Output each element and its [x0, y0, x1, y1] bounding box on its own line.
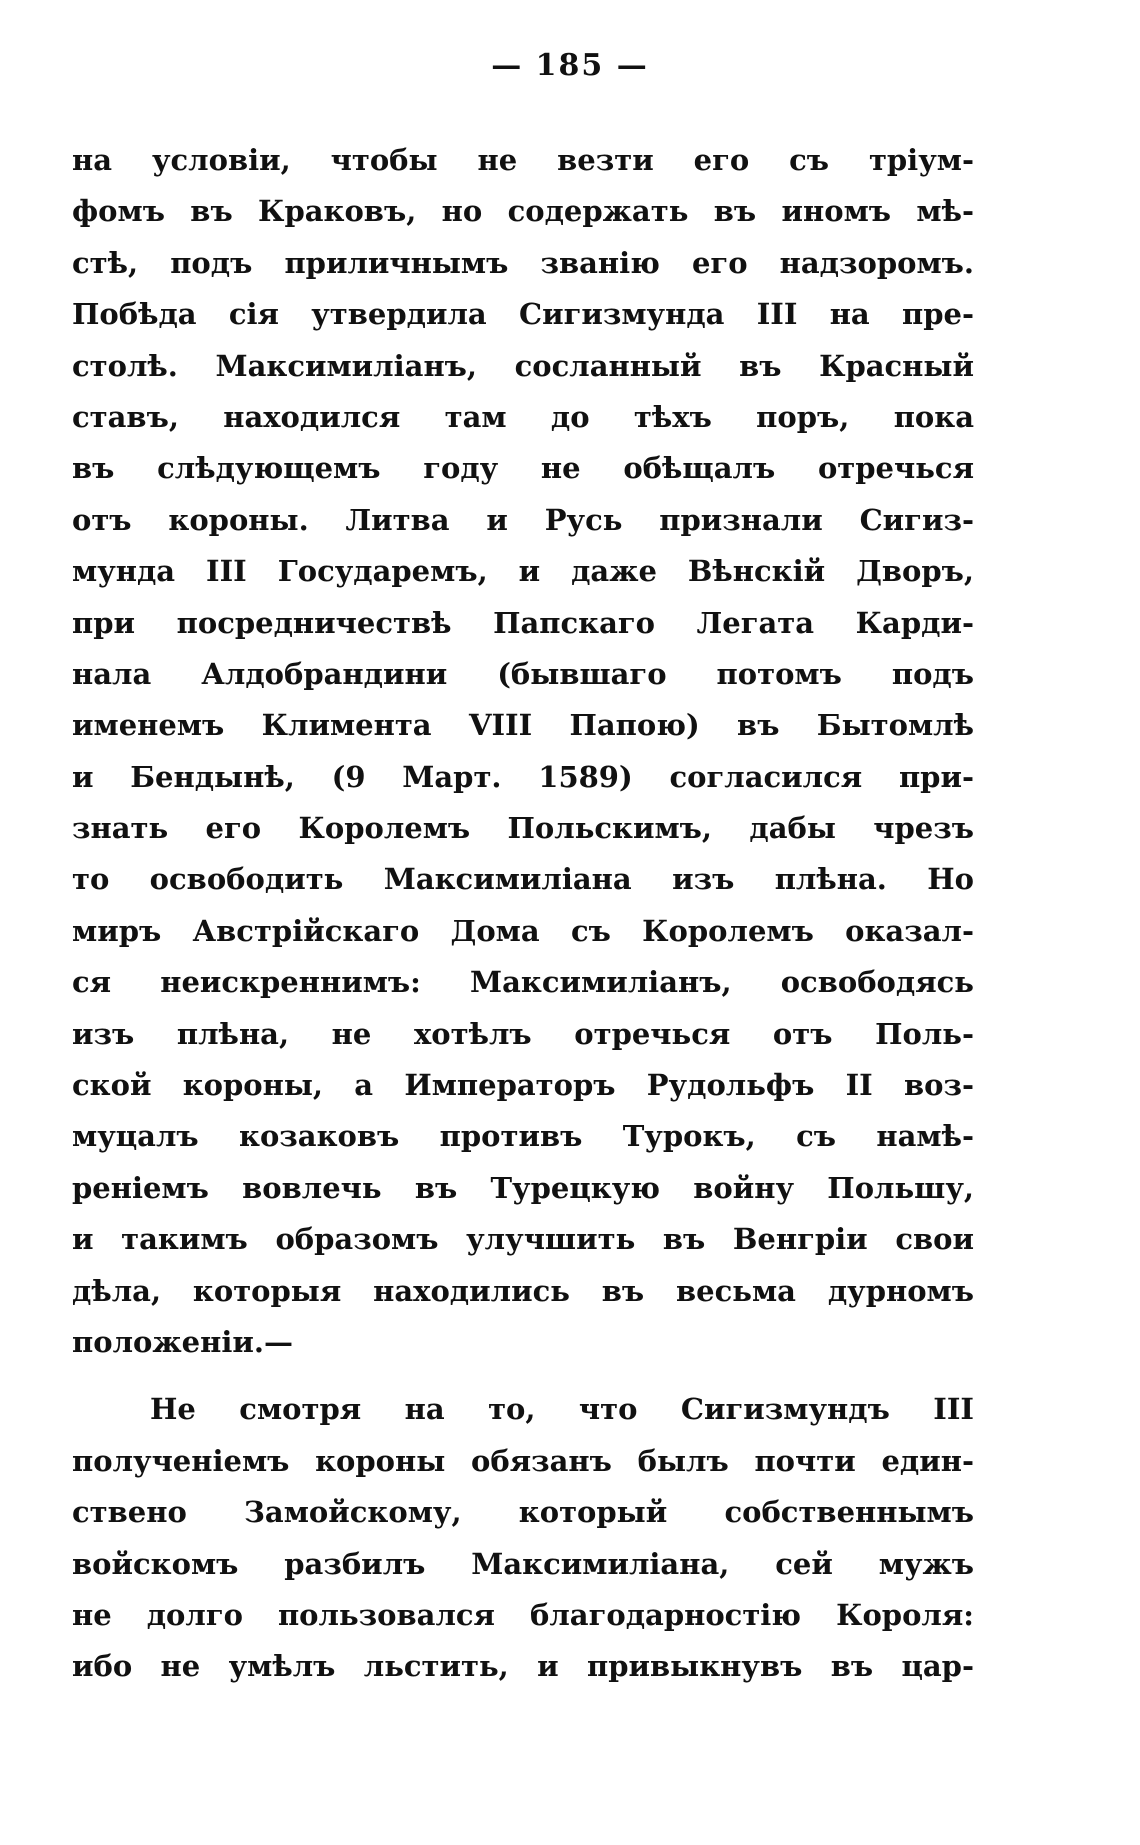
text-line: ской короны, а Императоръ Рудольфъ II воз- — [72, 1068, 974, 1103]
text-line: реніемъ вовлечь въ Турецкую войну Польшу, — [72, 1170, 974, 1205]
text-line: столѣ. Максимиліанъ, сосланный въ Красный — [72, 348, 974, 383]
text-line: Побѣда сія утвердила Сигизмунда III на пре- — [72, 297, 974, 332]
text-line: ствено Замойскому, который собственнымъ — [72, 1495, 974, 1530]
paragraph-2 — [72, 1384, 974, 1692]
text-line: отъ короны. Литва и Русь признали Сигиз- — [72, 502, 974, 537]
text-line: дѣла, которыя находились въ весьма дурномъ — [72, 1273, 974, 1308]
text-line: ставъ, находился там до тѣхъ поръ, пока — [72, 399, 974, 434]
text-line: ся неискреннимъ: Максимиліанъ, освободясь — [72, 965, 974, 1000]
text-line: полученіемъ короны обязанъ былъ почти един- — [72, 1443, 974, 1478]
text-line: въ слѣдующемъ году не обѣщалъ отречься — [72, 451, 974, 486]
text-line: стѣ, подъ приличнымъ званію его надзоромъ. — [72, 245, 974, 280]
text-line: войскомъ разбилъ Максимиліана, сей мужъ — [72, 1546, 974, 1581]
text-line: при посредничествѣ Папскаго Легата Карди- — [72, 605, 974, 640]
text-line: знать его Королемъ Польскимъ, дабы чрезъ — [72, 811, 974, 846]
text-line: изъ плѣна, не хотѣлъ отречься отъ Поль- — [72, 1016, 974, 1051]
page-number: — 185 — — [491, 48, 649, 83]
text-line: ибо не умѣлъ льстить, и привыкнувъ въ цар- — [72, 1649, 974, 1684]
text-line: на условіи, чтобы не везти его съ тріум- — [72, 143, 974, 177]
paragraph-gap — [72, 1368, 974, 1384]
text-line: миръ Австрійскаго Дома съ Королемъ оказал- — [72, 913, 974, 948]
body-text — [72, 135, 974, 1693]
text-line: нала Алдобрандини (бывшаго потомъ подъ — [72, 656, 974, 691]
text-line: фомъ въ Краковъ, но содержать въ иномъ мѣ- — [72, 194, 974, 229]
text-line: Не смотря на то, что Сигизмундъ III — [150, 1392, 974, 1427]
text-line: именемъ Климента VIII Папою) въ Бытомлѣ — [72, 708, 974, 743]
text-line: и Бендынѣ, (9 Март. 1589) согласился при- — [72, 759, 974, 794]
paragraph-1 — [72, 135, 974, 1368]
text-line: то освободить Максимиліана изъ плѣна. Но — [72, 862, 974, 897]
text-line: муцалъ козаковъ противъ Турокъ, съ намѣ- — [72, 1119, 974, 1154]
text-line: не долго пользовался благодарностію Короля: — [72, 1597, 974, 1632]
text-line: мунда III Государемъ, и даже Вѣнскій Дворъ, — [72, 554, 974, 589]
text-line: положеніи.— — [72, 1324, 293, 1359]
text-line: и такимъ образомъ улучшить въ Венгріи свои — [72, 1222, 974, 1257]
